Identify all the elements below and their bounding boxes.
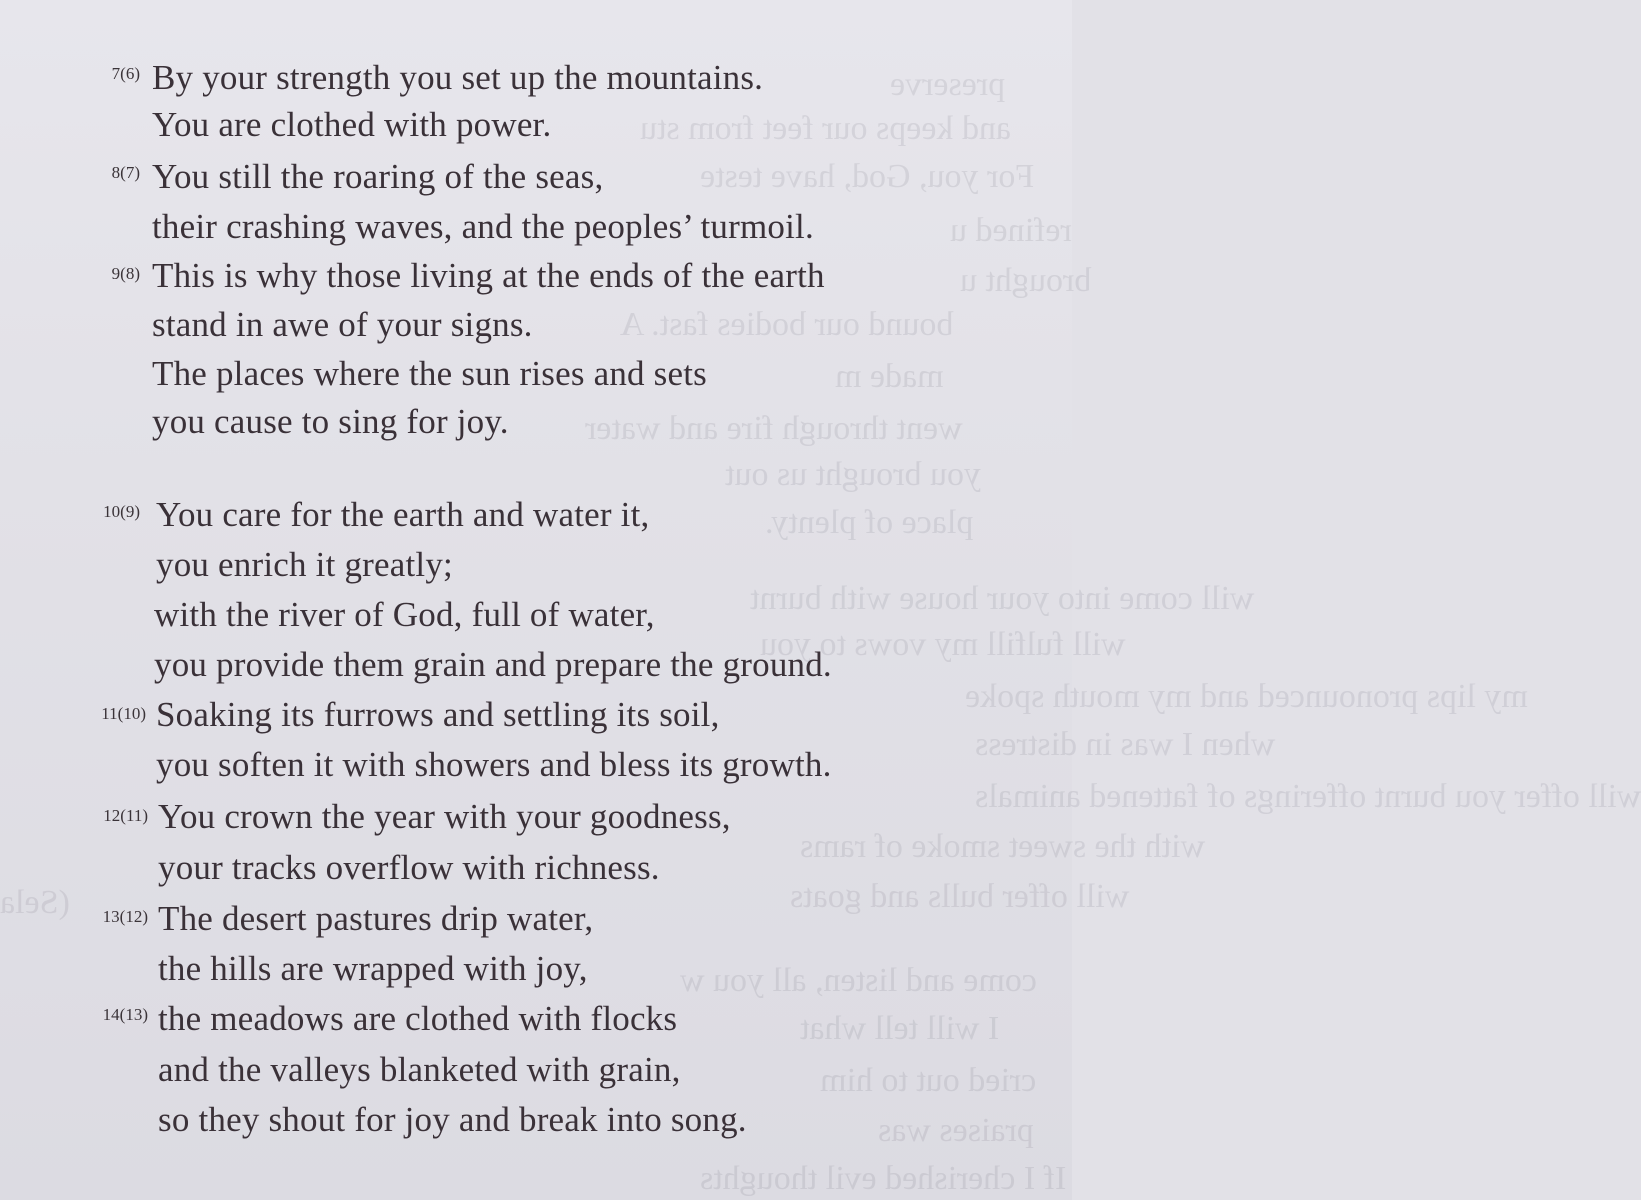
verse-number: 14(13) (102, 1005, 148, 1024)
verse-line: You crown the year with your goodness, (158, 797, 731, 836)
verse-number: 7(6) (111, 64, 140, 83)
verse-line: You are clothed with power. (152, 105, 552, 144)
verse-number: 12(11) (103, 806, 148, 825)
verse-line: your tracks overflow with richness. (158, 848, 660, 887)
verse-line: You still the roaring of the seas, (152, 157, 604, 196)
show-through-text: will come into your house with burnt (750, 580, 1255, 617)
show-through-text: If I cherished evil thoughts (700, 1160, 1067, 1197)
show-through-text: preserve (890, 66, 1006, 103)
verse-line: so they shout for joy and break into song. (158, 1100, 747, 1139)
show-through-text: bound our bodies fast. A (620, 306, 954, 343)
verse-number: 8(7) (111, 163, 140, 182)
show-through-text: and keeps our feet from stu (640, 110, 1012, 147)
verse-number: 10(9) (103, 502, 140, 521)
show-through-text: praises was (878, 1112, 1034, 1149)
verse-line: you cause to sing for joy. (152, 402, 509, 441)
verse-number: 9(8) (111, 264, 140, 283)
verse-line: the hills are wrapped with joy, (158, 949, 588, 988)
show-through-text: will fulfill my vows to you (760, 626, 1126, 663)
show-through-text: you brought us out (725, 456, 981, 493)
show-through-text: my lips pronounced and my mouth spoke (965, 678, 1528, 715)
show-through-text: place of plenty. (765, 504, 974, 541)
show-through-text: come and listen, all you w (680, 962, 1037, 999)
verse-line: you enrich it greatly; (156, 545, 453, 584)
show-through-text: cried out to him (820, 1062, 1037, 1099)
verse-line: the meadows are clothed with flocks (158, 999, 678, 1038)
show-through-text: with the sweet smoke of rams (800, 828, 1206, 865)
verse-number: 11(10) (101, 704, 146, 723)
verse-line: By your strength you set up the mountains. (152, 58, 764, 97)
show-through-text: will offer you burnt offerings of fattened animals (975, 778, 1641, 815)
verse-line: The desert pastures drip water, (158, 899, 594, 938)
verse-line: This is why those living at the ends of the earth (152, 256, 825, 295)
verse-line: you soften it with showers and bless its growth. (156, 745, 832, 784)
show-through-text: when I was in distress (975, 726, 1276, 763)
verse-line: stand in awe of your signs. (152, 305, 533, 344)
show-through-text: For you, God, have teste (700, 158, 1035, 195)
verse-line: their crashing waves, and the peoples’ turmoil. (152, 207, 814, 246)
verse-line: and the valleys blanketed with grain, (158, 1050, 681, 1089)
show-through-text: will offer bulls and goats (790, 878, 1130, 915)
verse-line: you provide them grain and prepare the ground. (154, 645, 832, 684)
verse-line: The places where the sun rises and sets (152, 354, 707, 393)
show-through-text: brought u (960, 262, 1092, 299)
verse-line: Soaking its furrows and settling its soil, (156, 695, 720, 734)
verse-line: with the river of God, full of water, (154, 595, 655, 634)
show-through-text: (Sela (0, 884, 70, 921)
show-through-text: I will tell what (800, 1010, 1000, 1047)
show-through-text: refined u (950, 212, 1072, 249)
verse-line: You care for the earth and water it, (156, 495, 650, 534)
verse-number: 13(12) (102, 907, 148, 926)
show-through-text: went through fire and water (585, 410, 963, 447)
show-through-text: made m (835, 358, 944, 395)
